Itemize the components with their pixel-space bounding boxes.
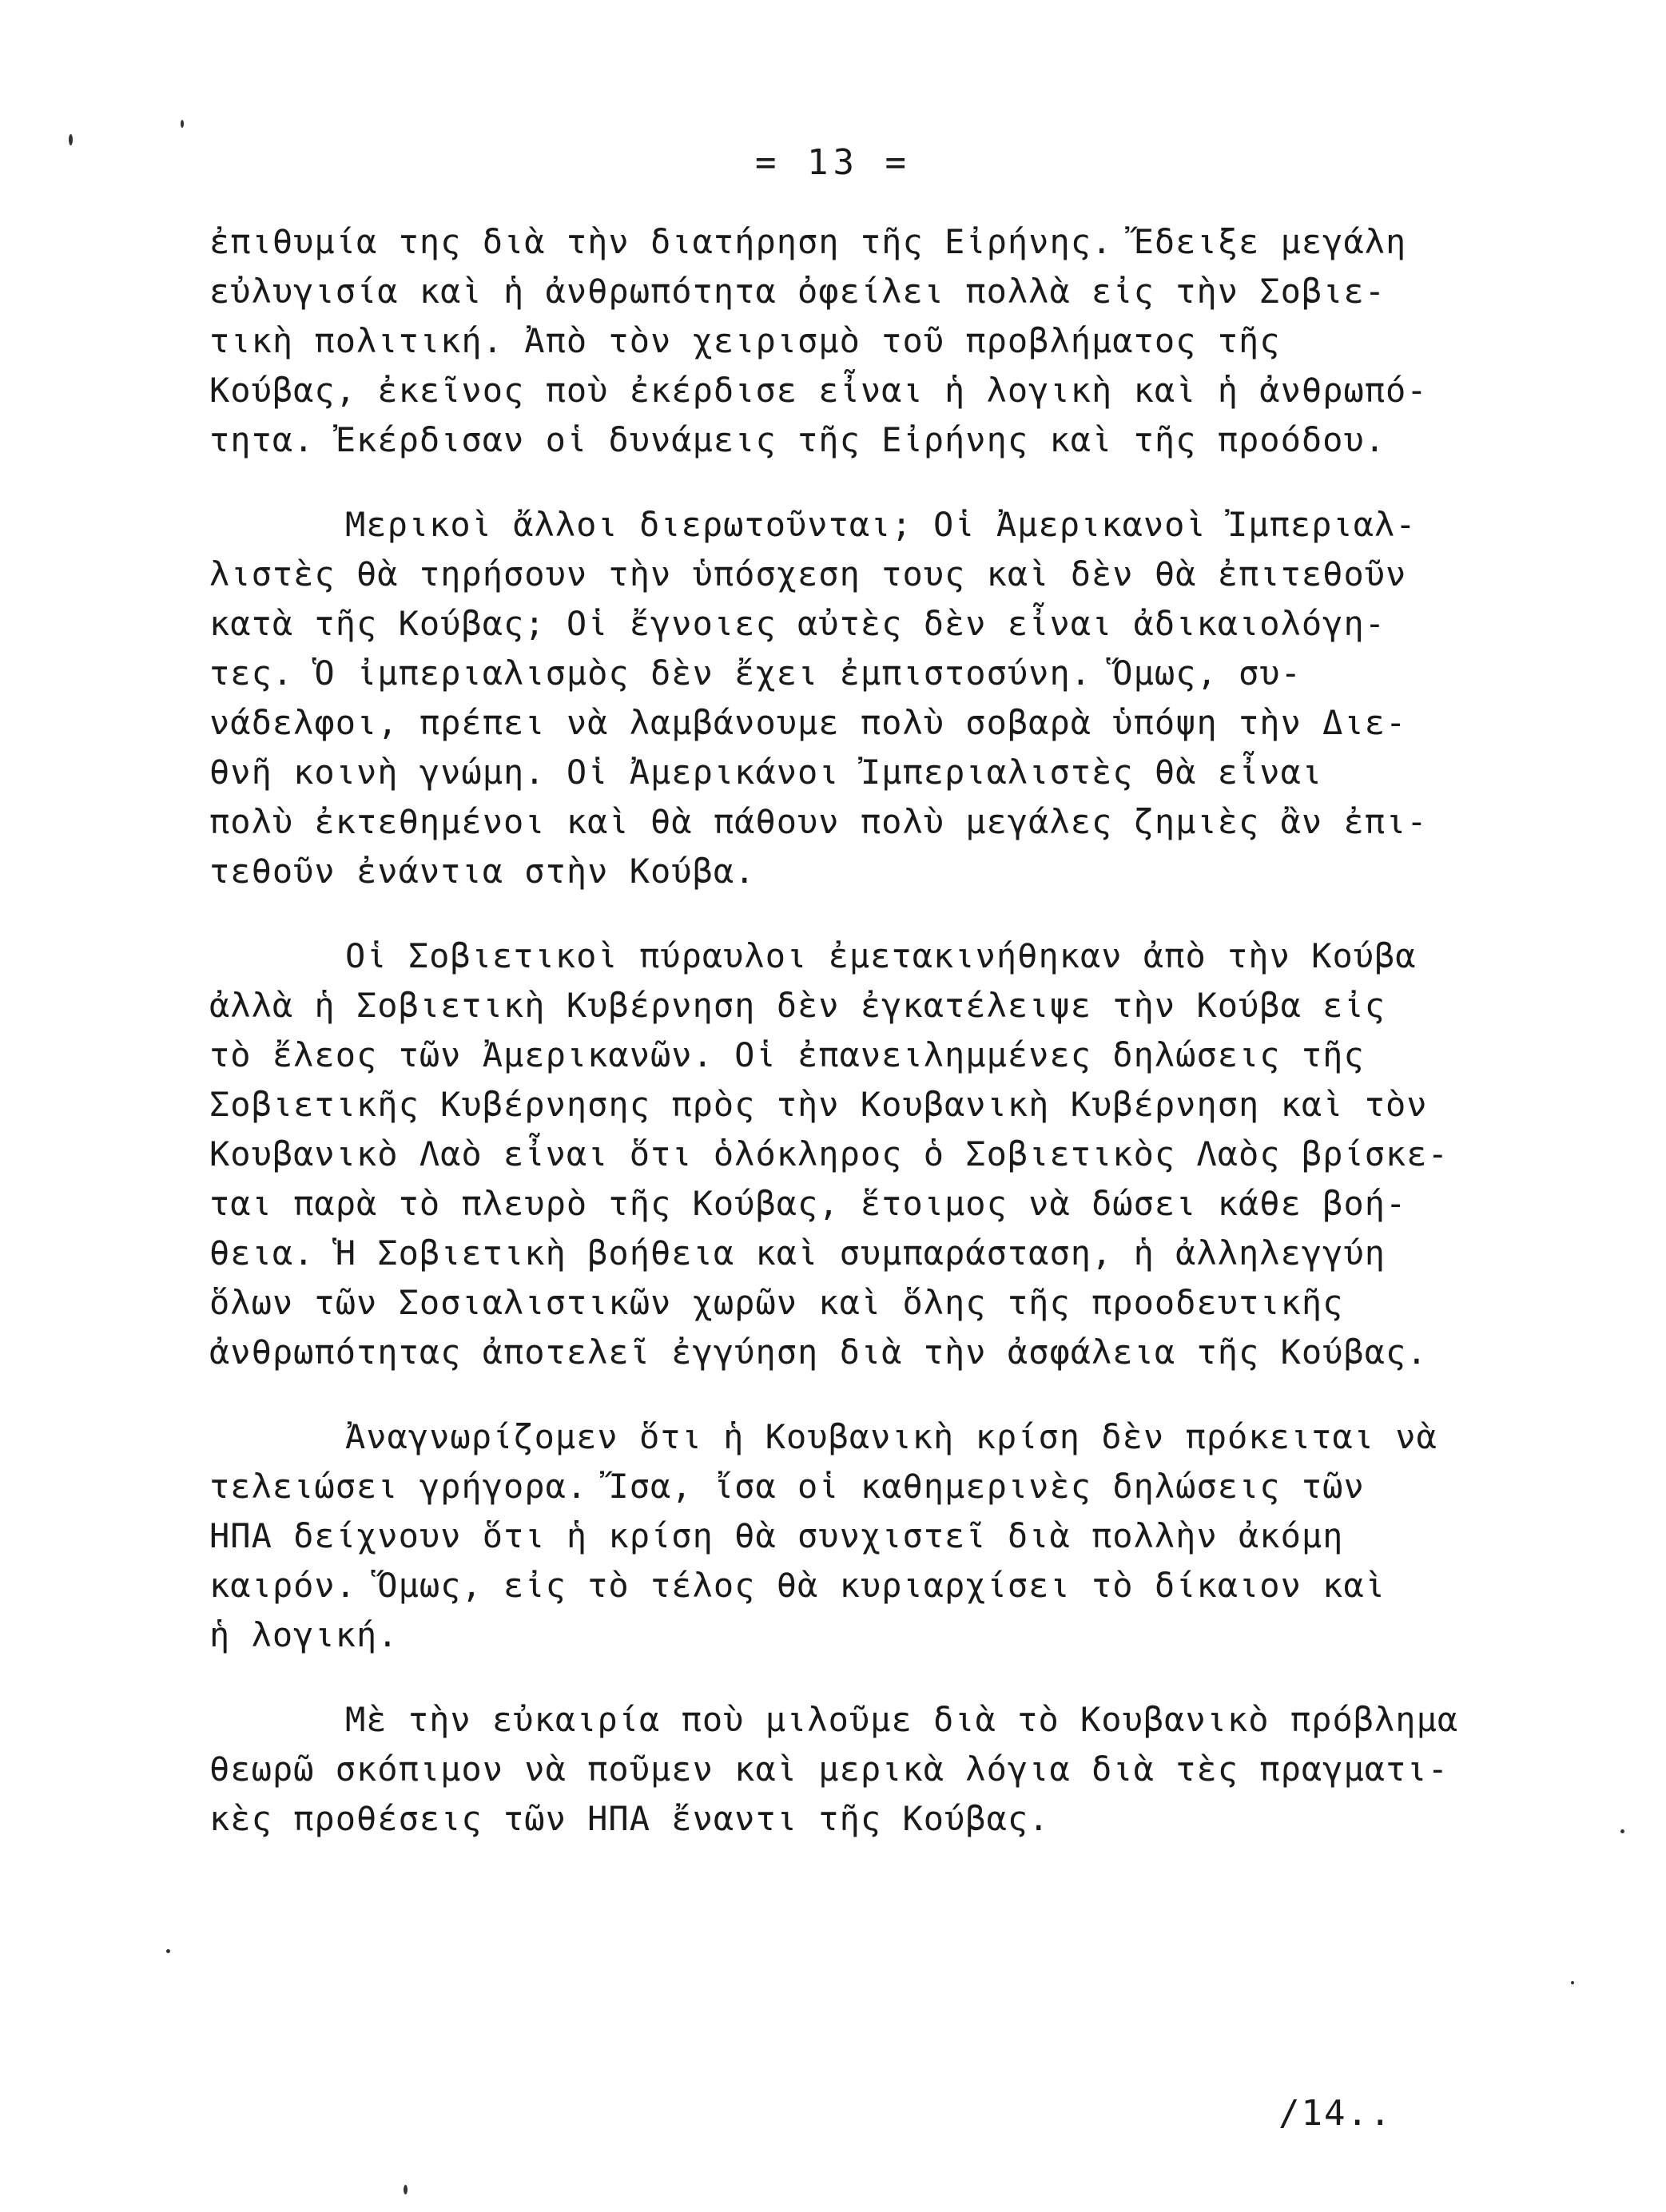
text-line: τικὴ πολιτική. Ἀπὸ τὸν χειρισμὸ τοῦ προβλήματος τῆς <box>209 321 1281 360</box>
continuation-page-ref: /14.. <box>1278 2093 1393 2134</box>
text-line: Σοβιετικῆς Κυβέρνησης πρὸς τὴν Κουβανικὴ Κυβέρνηση καὶ τὸν <box>209 1085 1428 1124</box>
text-line: θεια. Ἡ Σοβιετικὴ βοήθεια καὶ συμπαράσταση, ἡ ἀλληλεγγύη <box>209 1233 1386 1273</box>
text-line: νάδελφοι, πρέπει νὰ λαμβάνουμε πολὺ σοβαρὰ ὑπόψη τὴν Διε- <box>209 703 1407 742</box>
paragraph-5 <box>209 1695 1616 1844</box>
text-line: τελειώσει γρήγορα. Ἴσα, ἴσα οἱ καθημερινὲς δηλώσεις τῶν <box>209 1467 1365 1506</box>
paragraph-3 <box>209 931 1616 1377</box>
body-text <box>209 217 1616 1844</box>
scan-speck <box>1620 1829 1624 1833</box>
text-line: ΗΠΑ δείχνουν ὅτι ἡ κρίση θὰ συνχιστεῖ διὰ πολλὴν ἀκόμη <box>209 1516 1344 1555</box>
scan-speck <box>1571 1981 1574 1984</box>
text-line: Κούβας, ἐκεῖνος ποὺ ἐκέρδισε εἶναι ἡ λογικὴ καὶ ἡ ἀνθρωπό- <box>209 371 1428 410</box>
paragraph-4 <box>209 1412 1616 1660</box>
text-line: Κουβανικὸ Λαὸ εἶναι ὅτι ὁλόκληρος ὁ Σοβιετικὸς Λαὸς βρίσκε- <box>209 1134 1449 1174</box>
scan-speck <box>69 134 73 145</box>
scan-speck <box>404 2185 408 2194</box>
text-line: θνῆ κοινὴ γνώμη. Οἱ Ἀμερικάνοι Ἰμπεριαλιστὲς θὰ εἶναι <box>209 753 1323 792</box>
text-line: τες. Ὁ ἰμπεριαλισμὸς δὲν ἔχει ἐμπιστοσύνη. Ὅμως, συ- <box>209 653 1302 693</box>
page-number: = 13 = <box>755 142 911 183</box>
text-line: Μὲ τὴν εὐκαιρία ποὺ μιλοῦμε διὰ τὸ Κουβανικὸ πρόβλημα <box>345 1700 1459 1739</box>
text-line: εὐλυγισία καὶ ἡ ἀνθρωπότητα ὀφείλει πολλὰ εἰς τὴν Σοβιε- <box>209 272 1386 311</box>
paragraph-1 <box>209 217 1616 465</box>
text-line: τὸ ἔλεος τῶν Ἀμερικανῶν. Οἱ ἐπανειλημμένες δηλώσεις τῆς <box>209 1035 1365 1074</box>
text-line: καιρόν. Ὅμως, εἰς τὸ τέλος θὰ κυριαρχίσει τὸ δίκαιον καὶ <box>209 1566 1386 1605</box>
text-line: ἡ λογική. <box>209 1615 399 1654</box>
text-line: θεωρῶ σκόπιμον νὰ ποῦμεν καὶ μερικὰ λόγια διὰ τὲς πραγματι- <box>209 1749 1449 1789</box>
text-line: Οἱ Σοβιετικοὶ πύραυλοι ἐμετακινήθηκαν ἀπὸ τὴν Κούβα <box>345 936 1417 975</box>
text-line: Ἀναγνωρίζομεν ὅτι ἡ Κουβανικὴ κρίση δὲν πρόκειται νὰ <box>345 1417 1437 1456</box>
scan-speck <box>181 120 184 128</box>
text-line: τητα. Ἐκέρδισαν οἱ δυνάμεις τῆς Εἰρήνης καὶ τῆς προόδου. <box>209 420 1386 459</box>
scan-speck <box>166 1949 170 1953</box>
text-line: ἐπιθυμία της διὰ τὴν διατήρηση τῆς Εἰρήνης. Ἔδειξε μεγάλη <box>209 222 1407 261</box>
text-line: Μερικοὶ ἄλλοι διερωτοῦνται; Οἱ Ἀμερικανοὶ Ἰμπεριαλ- <box>345 505 1417 544</box>
text-line: λιστὲς θὰ τηρήσουν τὴν ὑπόσχεση τους καὶ δὲν θὰ ἐπιτεθοῦν <box>209 554 1407 594</box>
text-line: κὲς προθέσεις τῶν ΗΠΑ ἔναντι τῆς Κούβας. <box>209 1799 1050 1838</box>
text-line: ἀνθρωπότητας ἀποτελεῖ ἐγγύηση διὰ τὴν ἀσφάλεια τῆς Κούβας. <box>209 1332 1428 1372</box>
text-line: τεθοῦν ἐνάντια στὴν Κούβα. <box>209 852 756 891</box>
text-line: κατὰ τῆς Κούβας; Οἱ ἔγνοιες αὐτὲς δὲν εἶναι ἀδικαιολόγη- <box>209 604 1386 643</box>
text-line: ἀλλὰ ἡ Σοβιετικὴ Κυβέρνηση δὲν ἐγκατέλειψε τὴν Κούβα εἰς <box>209 986 1386 1025</box>
text-line: ται παρὰ τὸ πλευρὸ τῆς Κούβας, ἕτοιμος νὰ δώσει κάθε βοή- <box>209 1184 1407 1223</box>
text-line: πολὺ ἐκτεθημένοι καὶ θὰ πάθουν πολὺ μεγάλες ζημιὲς ἂν ἐπι- <box>209 802 1428 841</box>
text-line: ὅλων τῶν Σοσιαλιστικῶν χωρῶν καὶ ὅλης τῆς προοδευτικῆς <box>209 1283 1344 1322</box>
paragraph-2 <box>209 500 1616 896</box>
